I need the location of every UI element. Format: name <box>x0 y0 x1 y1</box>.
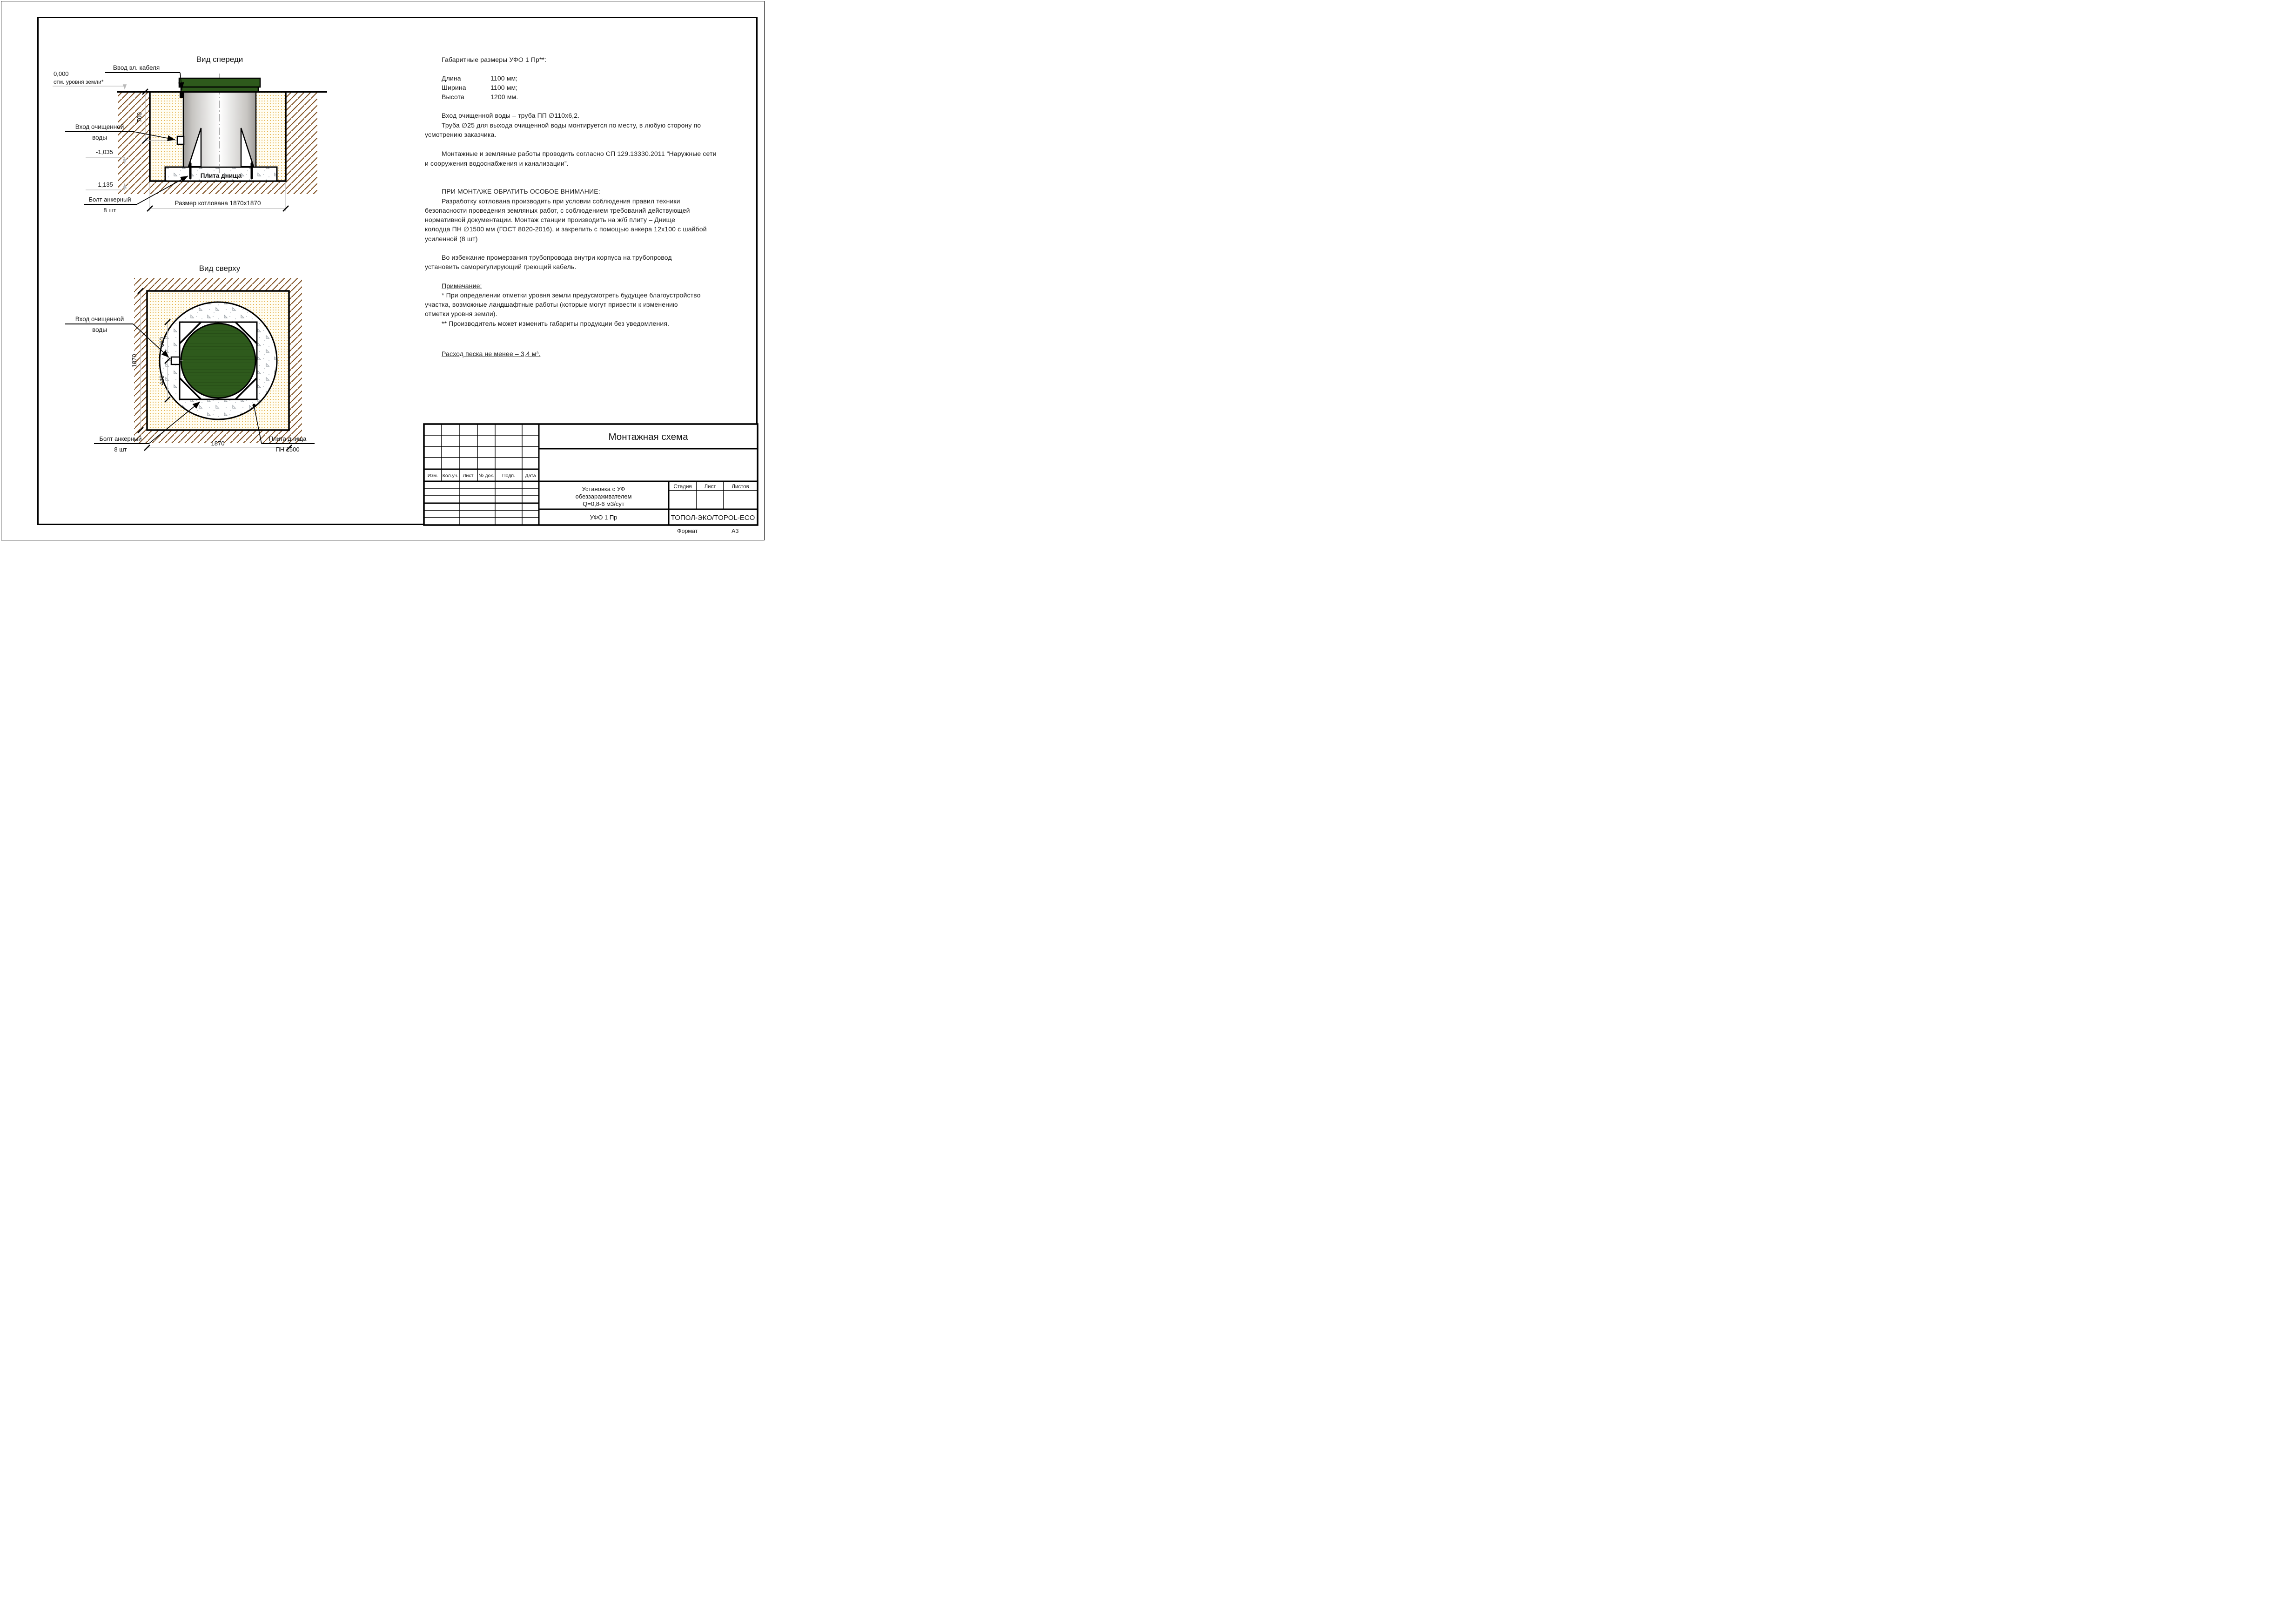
plate-leader-dot <box>253 404 256 407</box>
cable-entry-label: Ввод эл. кабеля <box>113 64 160 71</box>
product-line-3: Q=0,8-6 м3/сут <box>583 500 624 507</box>
note-line: Монтажные и земляные работы проводить согласно СП 129.13330.2011 “Наружные сети <box>442 150 717 157</box>
sheet-label: Лист <box>704 484 716 490</box>
zero-level-text: 0,000 <box>54 70 69 77</box>
col-podp: Подп. <box>502 473 515 478</box>
dim1870-bottom-text: 1870 <box>211 440 225 447</box>
note-line: отметки уровня земли). <box>425 310 497 317</box>
zero-level-leader <box>53 86 125 89</box>
cable-entry-stub <box>180 93 184 98</box>
bolt-label-2: 8 шт <box>103 207 116 214</box>
note-line: Труба ∅25 для выхода очищенной воды монтируется по месту, в любую сторону по <box>442 121 701 129</box>
sheets-label: Листов <box>732 484 749 490</box>
model-code: УФО 1 Пр <box>590 514 618 521</box>
m1035-text: -1,035 <box>96 148 113 155</box>
note-line: усиленной (8 шт) <box>425 235 478 243</box>
note-subheading <box>425 282 482 290</box>
col-izm: Изм. <box>427 473 438 478</box>
dim660-text: 660 <box>159 337 165 347</box>
dim-length-value: 1100 мм; <box>490 74 518 82</box>
sand-consumption-note <box>425 350 540 358</box>
tank-lid-top <box>179 78 260 87</box>
top-view-drawing <box>37 258 335 477</box>
title-block <box>421 421 765 528</box>
front-view-title: Вид спереди <box>196 55 243 64</box>
stage-label: Стадия <box>673 484 692 490</box>
m1135-text: -1,135 <box>96 181 113 188</box>
col-data: Дата <box>525 473 536 478</box>
pit-size-text: Размер котлована 1870х1870 <box>175 200 261 207</box>
company-name: ТОПОЛ-ЭКО/TOPOL-ECO <box>671 514 755 522</box>
doc-title: Монтажная схема <box>608 431 688 442</box>
tank-lid-collar <box>181 87 258 92</box>
plate-label-2: ПН 1500 <box>275 446 300 453</box>
note-line: участка, возможные ландшафтные работы (которые могут привести к изменению <box>425 301 678 308</box>
plate-label: Плита днища <box>200 172 242 179</box>
excavation-hatch-right <box>286 92 317 181</box>
notes-heading: Габаритные размеры УФО 1 Пр**: <box>442 56 547 63</box>
inlet-port <box>177 136 184 144</box>
note-line: усмотрению заказчика. <box>425 131 497 138</box>
format-label: Формат <box>677 528 698 534</box>
product-line-1: Установка с УФ <box>582 485 625 492</box>
inlet-label-1: Вход очищенной <box>75 123 124 130</box>
note-line: установить саморегулирующий греющий кабель. <box>425 263 577 270</box>
note-line: Во избежание промерзания трубопровода внутри корпуса на трубопровод <box>442 254 672 261</box>
dim-width-label: Ширина <box>442 84 466 91</box>
dim1870-left-text: 1870 <box>131 354 138 368</box>
dim-height-value: 1200 мм. <box>490 93 518 101</box>
inlet-label-2: воды <box>92 326 107 333</box>
col-koluch: Кол.уч. <box>442 473 459 478</box>
note-line: безопасности проведения земляных работ, с соблюдением требований действующей <box>425 207 690 214</box>
note-subheading-text: Примечание: <box>442 282 482 290</box>
format-value: А3 <box>732 528 739 534</box>
col-list: Лист <box>463 473 474 478</box>
inlet-port-top <box>171 357 180 364</box>
plate-label-1: Плита днища <box>269 435 307 442</box>
inlet-label-1: Вход очищенной <box>75 316 124 323</box>
dim-length-label: Длина <box>442 74 461 82</box>
bolt-label-1: Болт анкерный <box>88 196 131 203</box>
sand-consumption-text: Расход песка не менее – 3,4 м³. <box>442 350 541 357</box>
note-line: нормативной документации. Монтаж станции производить на ж/б плиту – Днище <box>425 216 676 223</box>
drawing-sheet <box>0 0 765 541</box>
note-line: ** Производитель может изменить габариты продукции без уведомления. <box>442 320 670 327</box>
front-view-drawing <box>37 47 335 233</box>
note-line: колодца ПН ∅1500 мм (ГОСТ 8020-2016), и закрепить с помощью анкера 12х100 с шайбой <box>425 225 707 233</box>
excavation-hatch-bottom <box>118 181 317 194</box>
bolt-label-2: 8 шт <box>114 446 127 453</box>
dim440-text: 440 <box>159 375 165 385</box>
note-line: Вход очищенной воды – труба ПП ∅110х6,2. <box>442 112 580 119</box>
dim700-text: 700 <box>136 112 143 122</box>
zero-level-note: отм. уровня земли* <box>54 79 104 85</box>
dim-height-label: Высота <box>442 93 464 101</box>
attention-heading: ПРИ МОНТАЖЕ ОБРАТИТЬ ОСОБОЕ ВНИМАНИЕ: <box>442 188 600 195</box>
note-line: Разработку котлована производить при условии соблюдения правил техники <box>442 197 680 205</box>
notes-block <box>425 49 758 375</box>
inlet-label-2: воды <box>92 134 107 141</box>
note-line: * При определении отметки уровня земли предусмотреть будущее благоустройство <box>442 291 701 299</box>
top-view-title: Вид сверху <box>199 264 241 273</box>
dim-width-value: 1100 мм; <box>490 84 518 91</box>
product-line-2: обеззараживателем <box>575 493 632 500</box>
bolt-label-1: Болт анкерный <box>99 435 142 442</box>
col-ndok: № док. <box>478 473 494 478</box>
note-line: и сооружения водоснабжения и канализации”. <box>425 160 569 167</box>
tank-top-green <box>181 323 255 398</box>
